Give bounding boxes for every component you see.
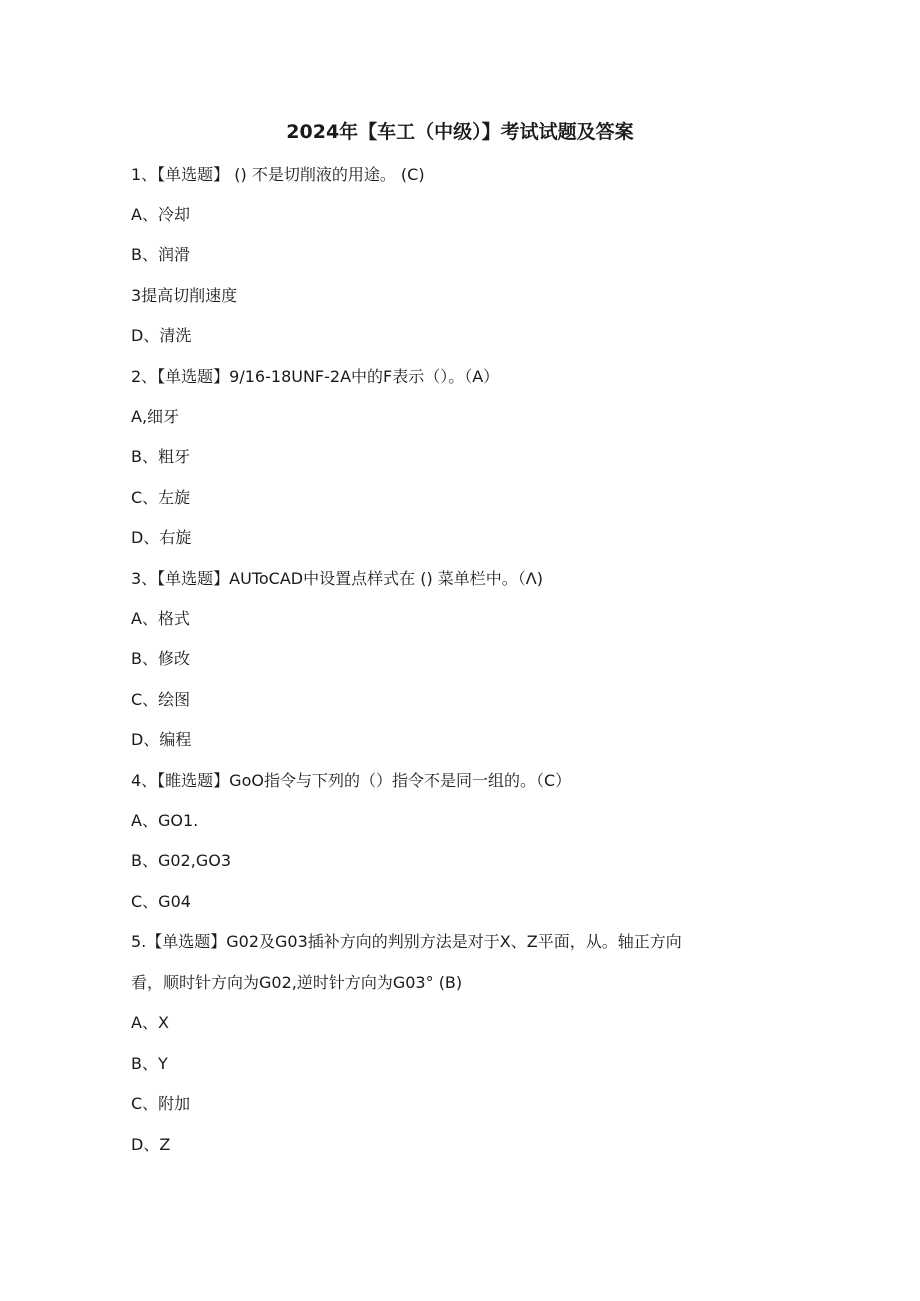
question-3-option-d: D、编程 <box>131 730 192 749</box>
question-2-option-b: B、粗牙 <box>131 447 190 466</box>
question-1-option-a: A、冷却 <box>131 205 190 224</box>
question-2-option-c: C、左旋 <box>131 488 191 507</box>
question-1-option-c: 3提高切削速度 <box>131 286 238 305</box>
question-4-option-b: B、G02,GO3 <box>131 851 231 870</box>
question-5-option-a: A、X <box>131 1013 169 1032</box>
question-1-stem: 1、【单选题】 () 不是切削液的用途。 (C) <box>131 165 425 184</box>
question-3-option-c: C、绘图 <box>131 690 191 709</box>
question-4-stem: 4、【睢选题】GoO指令与下列的（）指令不是同一组的。（C） <box>131 771 572 790</box>
question-2-option-a: A,细牙 <box>131 407 180 426</box>
question-5-option-b: B、Y <box>131 1054 168 1073</box>
question-3-option-a: A、格式 <box>131 609 190 628</box>
question-2-stem: 2、【单选题】9/16-18UNF-2A中的F表示（）。（A） <box>131 367 500 386</box>
question-3-stem: 3、【单选题】AUToCAD中设置点样式在 () 菜单栏中。（Λ) <box>131 569 543 588</box>
question-4-option-a: A、GO1. <box>131 811 199 830</box>
question-3-option-b: B、修改 <box>131 649 190 668</box>
document-title: 2024年【车工（中级）】考试试题及答案 <box>286 121 634 143</box>
question-2-option-d: D、右旋 <box>131 528 192 547</box>
question-5-stem-line-2: 看，顺时针方向为G02,逆时针方向为G03° (B) <box>131 973 463 992</box>
question-5-option-c: C、附加 <box>131 1094 191 1113</box>
question-5-option-d: D、Z <box>131 1135 171 1154</box>
question-1-option-d: D、清洗 <box>131 326 192 345</box>
question-4-option-c: C、G04 <box>131 892 191 911</box>
question-1-option-b: B、润滑 <box>131 245 190 264</box>
question-5-stem-line-1: 5.【单选题】G02及G03插补方向的判别方法是对于X、Z平面，从。轴正方向 <box>131 932 682 951</box>
